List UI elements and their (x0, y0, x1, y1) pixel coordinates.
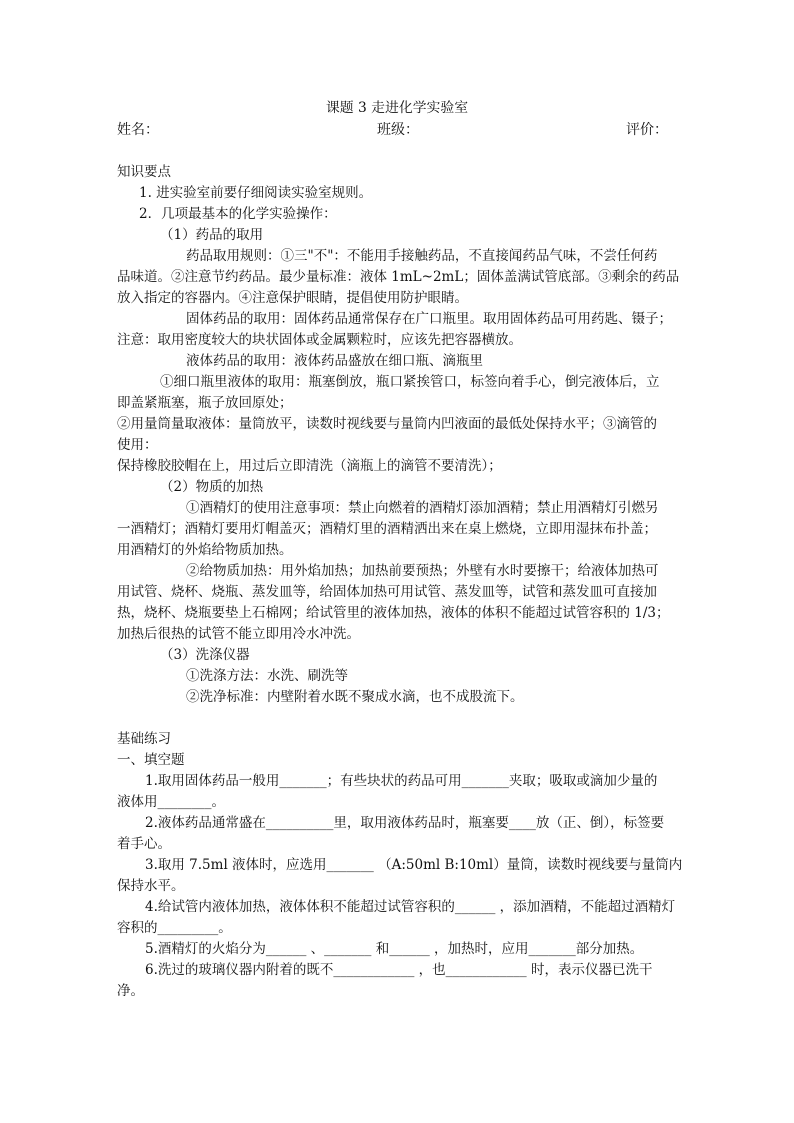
knowledge-point-2: 2．几项最基本的化学实验操作： (139, 206, 337, 222)
paragraph-line: 使用： (117, 437, 158, 453)
paragraph-line: 用酒精灯的外焰给物质加热。 (117, 542, 293, 558)
class-label: 班级： (377, 122, 419, 138)
rating-label: 评价： (626, 122, 668, 138)
name-label: 姓名： (117, 122, 159, 138)
section-drug-taking-title: （1）药品的取用 (160, 227, 264, 243)
paragraph-line: 加热后很热的试管不能立即用冷水冲洗。 (117, 626, 360, 642)
paragraph-line: ②用量筒量取液体：量筒放平，读数时视线要与量筒内凹液面的最低处保持水平；③滴管的 (117, 416, 657, 432)
knowledge-point-1: 1. 进实验室前要仔细阅读实验室规则。 (139, 185, 373, 201)
paragraph-line: 品味道。②注意节约药品。最少量标准：液体 1mL~2mL；固体盖满试管底部。③剩余的药品 (117, 269, 680, 285)
paragraph-line: ①酒精灯的使用注意事项：禁止向燃着的酒精灯添加酒精；禁止用酒精灯引燃另 (186, 500, 659, 516)
page-title: 课题 3 走进化学实验室 (325, 100, 469, 116)
question-6-line: 净。 (117, 983, 144, 999)
question-5-line: 5.酒精灯的火焰分为______ 、_______ 和______ ，加热时，应用_______部分加热。 (145, 941, 644, 957)
paragraph-line: 用试管、烧杯、烧瓶、蒸发皿等，给固体加热可用试管、蒸发皿等，试管和蒸发皿可直接加 (117, 584, 657, 600)
paragraph-line: ①洗涤方法：水洗、刷洗等 (186, 668, 348, 684)
question-6-line: 6.洗过的玻璃仪器内附着的既不____________ ，也____________ 时，表示仪器已洗干 (145, 962, 653, 978)
question-4-line: 容积的_________。 (117, 920, 232, 936)
knowledge-heading: 知识要点 (117, 164, 171, 180)
paragraph-line: 固体药品的取用：固体药品通常保存在广口瓶里。取用固体药品可用药匙、镊子； (186, 311, 672, 327)
fill-blank-heading: 一、填空题 (117, 752, 185, 768)
paragraph-line: ②给物质加热：用外焰加热；加热前要预热；外壁有水时要擦干；给液体加热可 (186, 563, 659, 579)
question-3-line: 保持水平。 (117, 878, 185, 894)
paragraph-line: ②洗净标准：内壁附着水既不聚成水滴，也不成股流下。 (186, 689, 524, 705)
practice-heading: 基础练习 (117, 731, 171, 747)
paragraph-line: 放入指定的容器内。④注意保护眼睛，提倡使用防护眼睛。 (117, 290, 468, 306)
paragraph-line: ①细口瓶里液体的取用：瓶塞倒放，瓶口紧挨管口，标签向着手心，倒完液体后，立 (160, 374, 660, 390)
paragraph-line: 保持橡胶胶帽在上，用过后立即清洗（滴瓶上的滴管不要清洗）； (117, 458, 502, 474)
section-heating-title: （2）物质的加热 (160, 479, 264, 495)
paragraph-line: 即盖紧瓶塞，瓶子放回原处； (117, 395, 293, 411)
question-1-line: 1.取用固体药品一般用_______；有些块状的药品可用_______夹取；吸取或滴加少量的 (145, 773, 658, 789)
question-1-line: 液体用________。 (117, 794, 225, 810)
question-2-line: 着手心。 (117, 836, 171, 852)
question-2-line: 2.液体药品通常盛在__________里，取用液体药品时，瓶塞要____放（正、倒），标签要 (145, 815, 665, 831)
paragraph-line: 注意：取用密度较大的块状固体或金属颗粒时，应该先把容器横放。 (117, 332, 522, 348)
question-4-line: 4.给试管内液体加热，液体体积不能超过试管容积的______ ，添加酒精，不能超过酒精灯 (145, 899, 676, 915)
paragraph-line: 一酒精灯；酒精灯要用灯帽盖灭；酒精灯里的酒精洒出来在桌上燃烧，立即用湿抹布扑盖； (117, 521, 657, 537)
section-washing-title: （3）洗涤仪器 (160, 647, 250, 663)
paragraph-line: 药品取用规则：①三"不"：不能用手接触药品，不直接闻药品气味，不尝任何药 (186, 248, 658, 264)
question-3-line: 3.取用 7.5ml 液体时，应选用_______ （A:50ml B:10ml）量筒，读数时视线要与量筒内 (145, 857, 683, 873)
paragraph-line: 热，烧杯、烧瓶要垫上石棉网；给试管里的液体加热，液体的体积不能超过试管容积的 1/3； (117, 605, 670, 621)
paragraph-line: 液体药品的取用：液体药品盛放在细口瓶、滴瓶里 (186, 353, 483, 369)
